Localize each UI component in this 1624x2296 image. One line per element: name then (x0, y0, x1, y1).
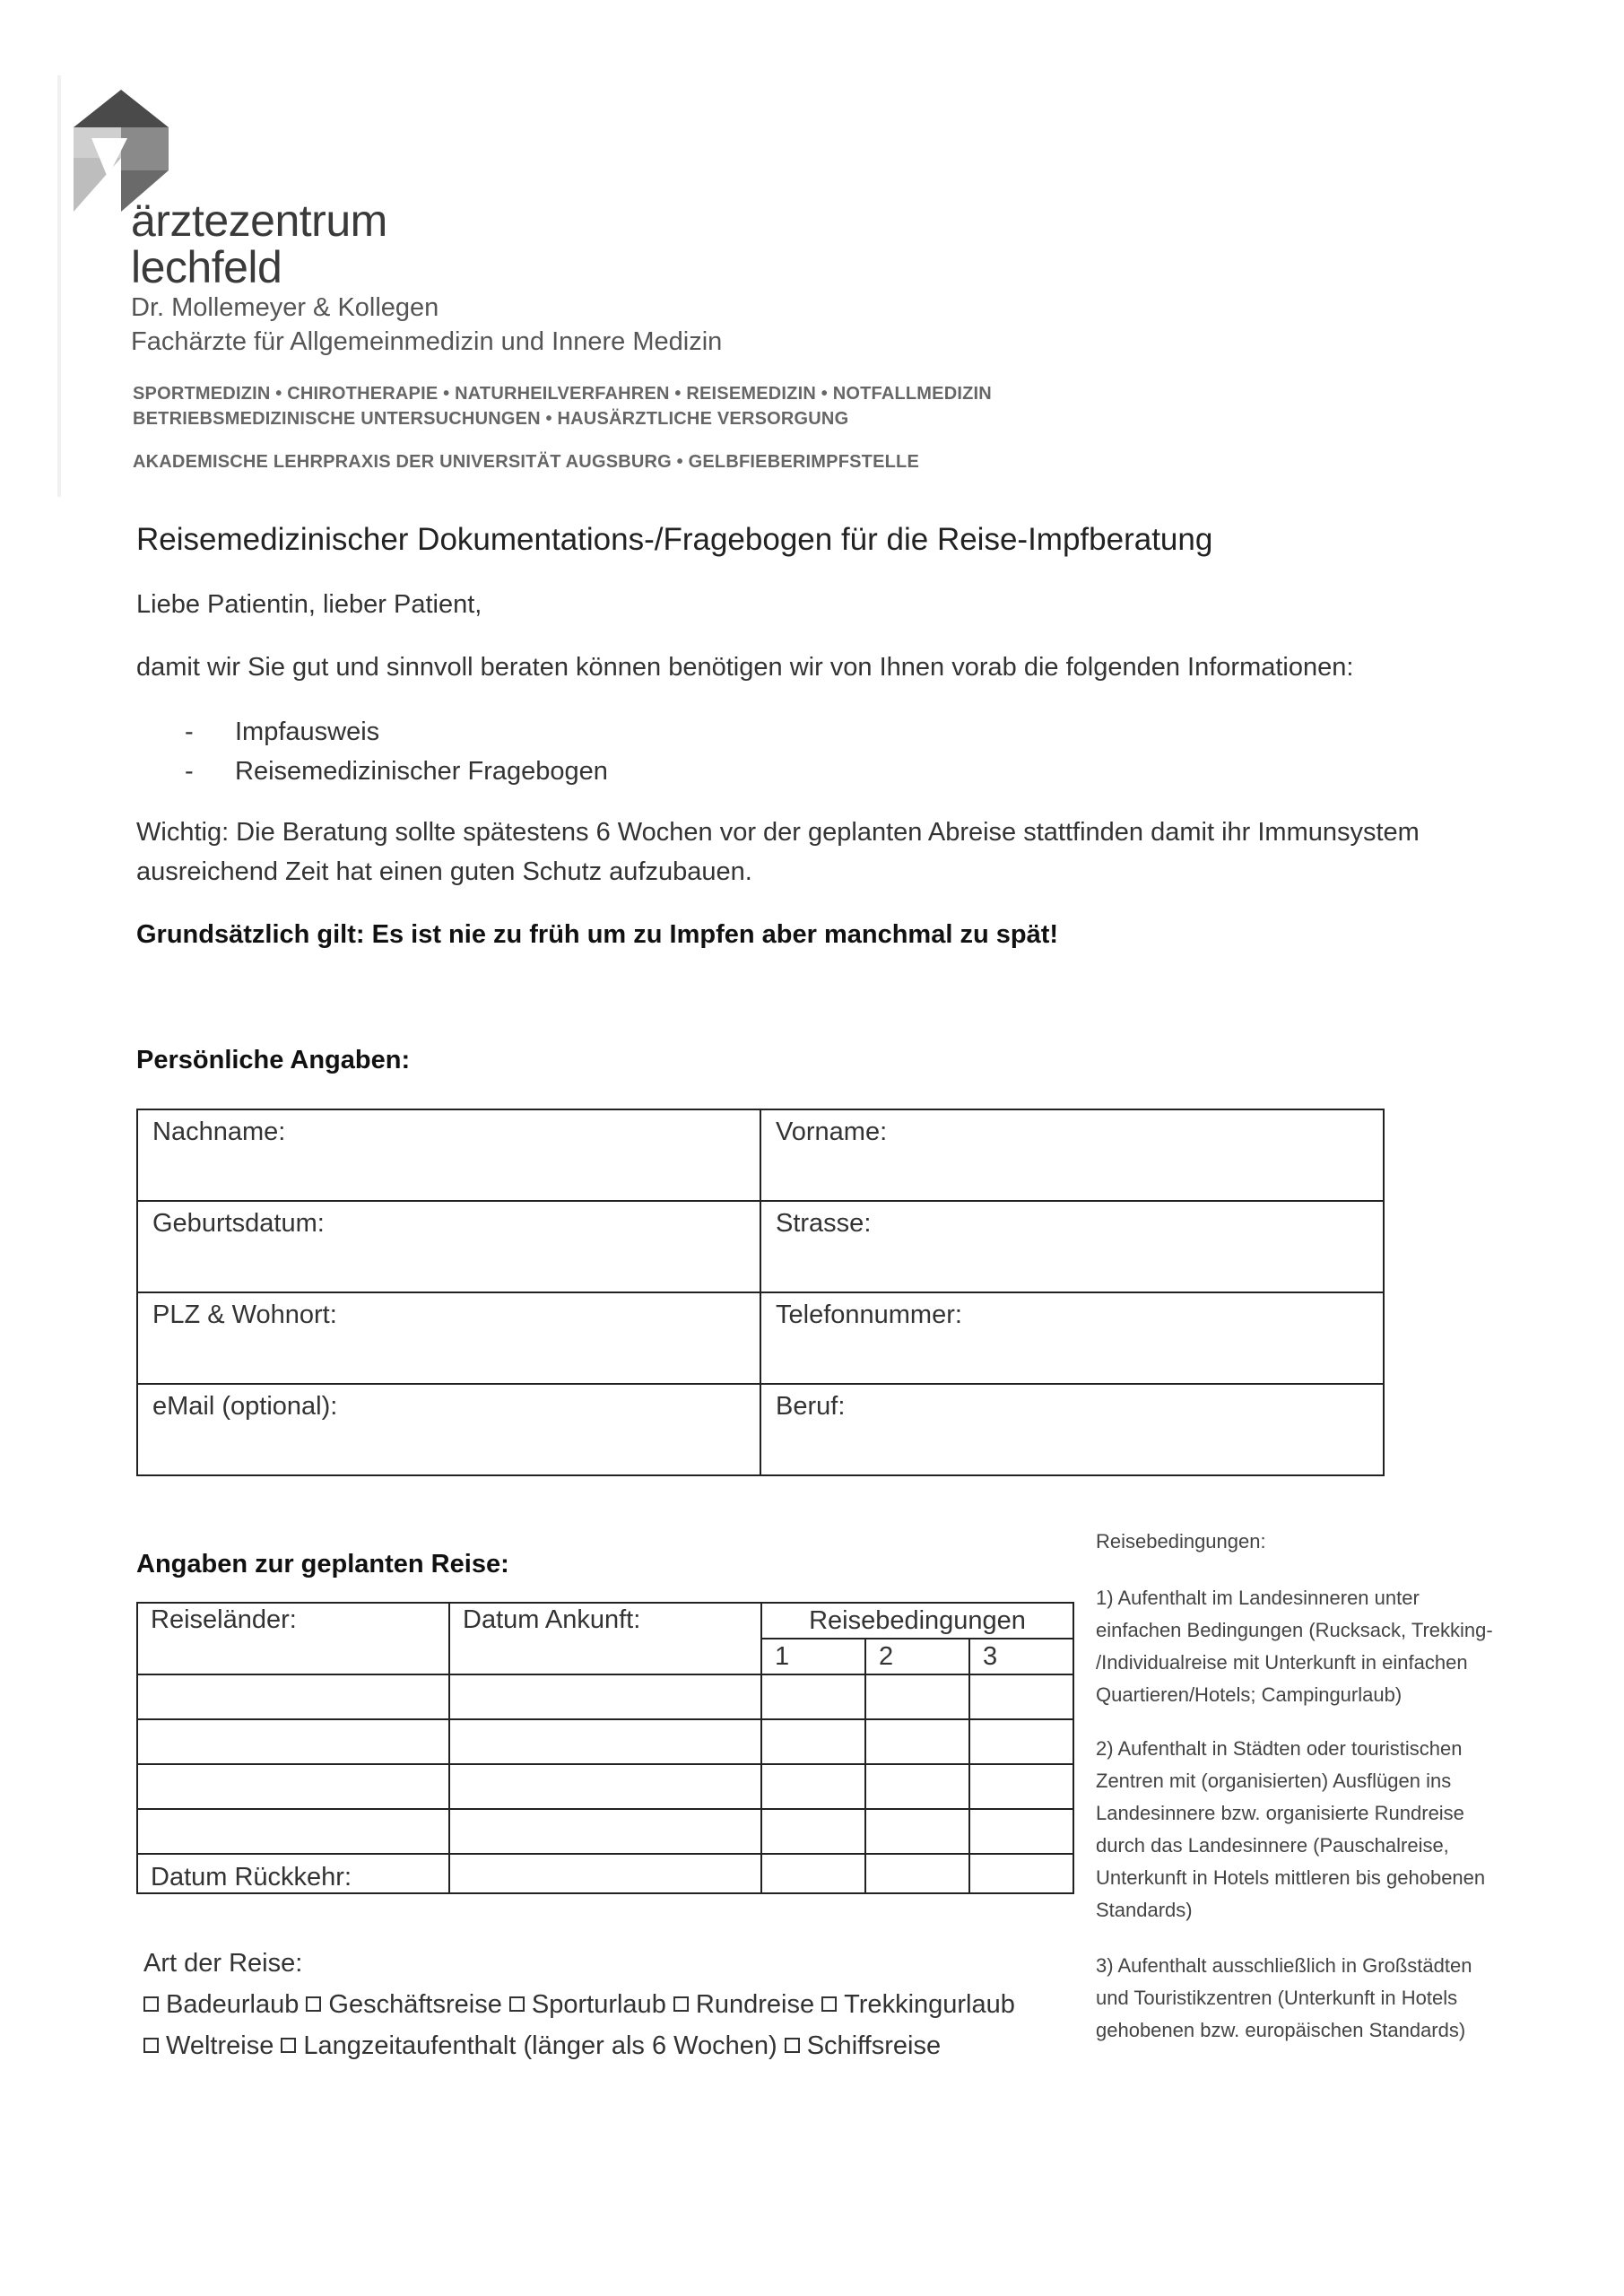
bullet-mark: - (185, 718, 194, 746)
checkbox-label: Trekkingurlaub (844, 1990, 1015, 2019)
checkbox-geschaeftsreise[interactable] (306, 1990, 501, 2019)
text-line: Standards) (1096, 1899, 1193, 1921)
country-cell[interactable] (137, 1674, 449, 1719)
return-date-label: Datum Rückkehr: (137, 1854, 449, 1893)
text-line: Quartieren/Hotels; Campingurlaub) (1096, 1683, 1403, 1706)
lead-text: damit wir Sie gut und sinnvoll beraten können benötigen wir von Ihnen vorab die folgenden Informationen: (136, 653, 1354, 682)
travel-table (136, 1602, 1074, 1894)
checkbox-label: Weltreise (166, 2031, 274, 2060)
text-line: einfachen Bedingungen (Rucksack, Trekking- (1096, 1619, 1493, 1641)
important-line1: Wichtig: Die Beratung sollte spätestens 6 Wochen vor der geplanten Abreise stattfinden damit ihr Immunsystem (136, 818, 1420, 847)
condition-cell[interactable] (865, 1854, 969, 1893)
condition-cell[interactable] (865, 1674, 969, 1719)
field-email[interactable] (137, 1384, 760, 1475)
condition-cell[interactable] (761, 1854, 865, 1893)
logo-icon (72, 88, 170, 213)
text-line: /Individualreise mit Unterkunft in einfachen (1096, 1651, 1468, 1674)
checkbox-label: Langzeitaufenthalt (länger als 6 Wochen) (303, 2031, 777, 2060)
text-line: Zentren mit (organisierten) Ausflügen ins (1096, 1770, 1452, 1792)
checkbox-badeurlaub[interactable] (143, 1990, 299, 2019)
principle-text: Grundsätzlich gilt: Es ist nie zu früh um zu Impfen aber manchmal zu spät! (136, 920, 1059, 949)
field-lastname[interactable] (137, 1109, 760, 1201)
checkbox-trekkingurlaub[interactable] (821, 1990, 1015, 2019)
trip-types-line1 (143, 1984, 1015, 2025)
col-arrival-header: Datum Ankunft: (449, 1603, 761, 1674)
field-phone[interactable] (760, 1292, 1384, 1384)
text-line: 1) Aufenthalt im Landesinneren unter (1096, 1587, 1420, 1609)
field-label: Nachname: (152, 1118, 286, 1146)
services-line1: SPORTMEDIZIN • CHIROTHERAPIE • NATURHEILVERFAHREN • REISEMEDIZIN • NOTFALLMEDIZIN (133, 384, 992, 404)
checkbox-rundreise[interactable] (673, 1990, 814, 2019)
brand-name-line1: ärztezentrum (131, 196, 387, 246)
condition-1-text (1096, 1582, 1544, 1711)
arrival-cell[interactable] (449, 1809, 761, 1854)
trip-types-line2 (143, 2025, 941, 2066)
condition-cell[interactable] (969, 1719, 1073, 1764)
table-row (137, 1809, 1073, 1854)
personal-table (136, 1109, 1385, 1476)
checkbox-schiffsreise[interactable] (785, 2031, 941, 2060)
bullet-item: Reisemedizinischer Fragebogen (235, 757, 608, 786)
checkbox-label: Sporturlaub (531, 1990, 666, 2019)
checkbox-label: Rundreise (695, 1990, 815, 2019)
country-cell[interactable] (137, 1719, 449, 1764)
checkbox-weltreise[interactable] (143, 2031, 274, 2060)
text-line: durch das Landesinnere (Pauschalreise, (1096, 1834, 1449, 1857)
return-date-cell[interactable] (449, 1854, 761, 1893)
condition-cell[interactable] (969, 1764, 1073, 1809)
services-line2: BETRIEBSMEDIZINISCHE UNTERSUCHUNGEN • HAUSÄRZTLICHE VERSORGUNG (133, 409, 849, 429)
field-street[interactable] (760, 1201, 1384, 1292)
checkbox-label: Geschäftsreise (328, 1990, 502, 2019)
condition-cell[interactable] (865, 1719, 969, 1764)
arrival-cell[interactable] (449, 1674, 761, 1719)
services-line3: AKADEMISCHE LEHRPRAXIS DER UNIVERSITÄT AUGSBURG • GELBFIEBERIMPFSTELLE (133, 452, 919, 472)
col-countries-header: Reiseländer: (137, 1603, 449, 1674)
country-cell[interactable] (137, 1764, 449, 1809)
bullet-mark: - (185, 757, 194, 786)
personal-heading: Persönliche Angaben: (136, 1046, 411, 1074)
text-line: Unterkunft in Hotels mittleren bis gehobenen (1096, 1866, 1486, 1889)
condition-cell[interactable] (761, 1719, 865, 1764)
text-line: 3) Aufenthalt ausschließlich in Großstädten (1096, 1954, 1472, 1977)
bullet-item: Impfausweis (235, 718, 380, 746)
condition-3-text (1096, 1950, 1544, 2047)
condition-cell[interactable] (761, 1764, 865, 1809)
page-title: Reisemedizinischer Dokumentations-/Fragebogen für die Reise-Impfberatung (136, 522, 1213, 557)
field-birthdate[interactable] (137, 1201, 760, 1292)
header-divider (57, 75, 61, 497)
conditions-heading: Reisebedingungen: (1096, 1530, 1266, 1552)
important-line2: ausreichend Zeit hat einen guten Schutz aufzubauen. (136, 857, 752, 886)
travel-heading: Angaben zur geplanten Reise: (136, 1550, 509, 1578)
table-row (137, 1764, 1073, 1809)
arrival-cell[interactable] (449, 1764, 761, 1809)
table-row (137, 1854, 1073, 1893)
condition-2-text (1096, 1733, 1544, 1926)
text-line: gehobenen bzw. europäischen Standards) (1096, 2019, 1466, 2041)
trip-type-label: Art der Reise: (143, 1949, 303, 1978)
specialty-line: Fachärzte für Allgemeinmedizin und Innere Medizin (131, 327, 723, 356)
condition-cell[interactable] (969, 1674, 1073, 1719)
text-line: Landesinnere bzw. organisierte Rundreise (1096, 1802, 1464, 1824)
field-label: Beruf: (776, 1392, 846, 1421)
field-label: eMail (optional): (152, 1392, 338, 1421)
condition-cell[interactable] (969, 1809, 1073, 1854)
text-line: und Touristikzentren (Unterkunft in Hotels (1096, 1987, 1458, 2009)
checkbox-label: Schiffsreise (806, 2031, 942, 2060)
condition-cell[interactable] (865, 1809, 969, 1854)
checkbox-langzeitaufenthalt[interactable] (281, 2031, 777, 2060)
checkbox-sporturlaub[interactable] (509, 1990, 666, 2019)
field-label: Vorname: (776, 1118, 888, 1146)
table-row (137, 1719, 1073, 1764)
checkbox-label: Badeurlaub (166, 1990, 300, 2019)
field-profession[interactable] (760, 1384, 1384, 1475)
salutation: Liebe Patientin, lieber Patient, (136, 590, 482, 619)
field-label: PLZ & Wohnort: (152, 1300, 337, 1329)
condition-cell[interactable] (865, 1764, 969, 1809)
country-cell[interactable] (137, 1809, 449, 1854)
field-label: Geburtsdatum: (152, 1209, 325, 1238)
condition-number: 2 (865, 1639, 969, 1674)
arrival-cell[interactable] (449, 1719, 761, 1764)
condition-number: 1 (761, 1639, 865, 1674)
condition-cell[interactable] (761, 1674, 865, 1719)
doctor-name: Dr. Mollemeyer & Kollegen (131, 293, 439, 322)
brand-name-line2: lechfeld (131, 242, 282, 292)
table-row (137, 1674, 1073, 1719)
col-conditions-header: Reisebedingungen (761, 1603, 1073, 1639)
field-zip-city[interactable] (137, 1292, 760, 1384)
condition-number: 3 (969, 1639, 1073, 1674)
condition-cell[interactable] (969, 1854, 1073, 1893)
text-line: 2) Aufenthalt in Städten oder touristischen (1096, 1737, 1463, 1760)
condition-cell[interactable] (761, 1809, 865, 1854)
field-label: Strasse: (776, 1209, 872, 1238)
field-firstname[interactable] (760, 1109, 1384, 1201)
field-label: Telefonnummer: (776, 1300, 962, 1329)
